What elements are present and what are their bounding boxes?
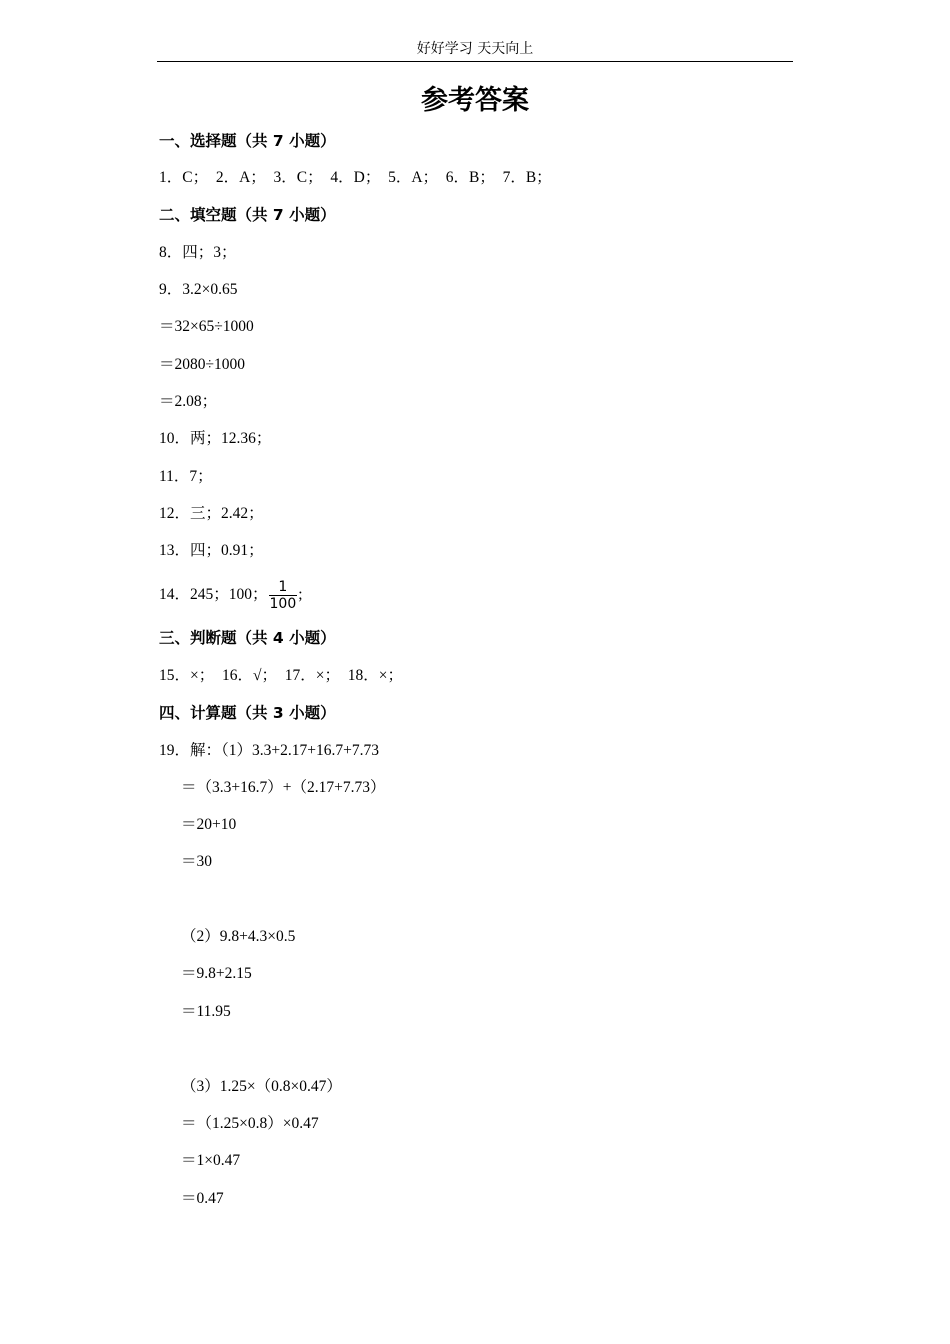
calc-step: ＝1×0.47	[181, 1152, 241, 1169]
calc-step: ＝20+10	[181, 816, 237, 833]
section-heading-choice: 一、选择题（共 7 小题）	[159, 132, 336, 150]
answer-line-q14	[159, 576, 303, 614]
fraction-denominator: 100	[269, 595, 297, 612]
calc-step: （3）1.25×（0.8×0.47）	[181, 1078, 342, 1095]
calc-step: ＝30	[181, 853, 213, 870]
section-heading-fill: 二、填空题（共 7 小题）	[159, 206, 336, 224]
answer-line: 12．三；2.42；	[159, 505, 264, 522]
answer-line: 9．3.2×0.65	[159, 281, 238, 298]
q14-suffix: ;	[298, 586, 303, 603]
answer-line: 10．两；12.36；	[159, 430, 272, 447]
answer-line: 13．四；0.91；	[159, 542, 264, 559]
calc-step: ＝（1.25×0.8）×0.47	[181, 1115, 319, 1132]
fraction-numerator: 1	[269, 579, 298, 596]
answer-line: ＝32×65÷1000	[159, 318, 254, 335]
calc-step: ＝9.8+2.15	[181, 965, 252, 982]
calc-step: （2）9.8+4.3×0.5	[181, 928, 296, 945]
answer-line: ＝2.08；	[159, 393, 218, 410]
answer-line-q19: 19．解：（1）3.3+2.17+16.7+7.73	[159, 742, 379, 759]
calc-step: ＝（3.3+16.7）+（2.17+7.73）	[181, 779, 386, 796]
calc-step: ＝11.95	[181, 1003, 231, 1020]
judge-answers: 15．×； 16．√； 17．×； 18．×；	[159, 667, 403, 684]
answer-line: 8．四；3；	[159, 244, 237, 261]
fraction	[269, 579, 298, 612]
section-heading-judge: 三、判断题（共 4 小题）	[159, 629, 336, 647]
header-divider	[157, 61, 793, 62]
q14-prefix: 14．245；100；	[159, 586, 268, 603]
page-header: 好好学习 天天向上	[416, 41, 534, 57]
answer-line: 11．7；	[159, 468, 213, 485]
calc-step: ＝0.47	[181, 1190, 224, 1207]
section-heading-calc: 四、计算题（共 3 小题）	[159, 704, 336, 722]
choice-answers: 1．C； 2．A； 3．C； 4．D； 5．A； 6．B； 7．B；	[159, 169, 552, 186]
page-title: 参考答案	[421, 85, 529, 116]
answer-line: ＝2080÷1000	[159, 356, 246, 373]
